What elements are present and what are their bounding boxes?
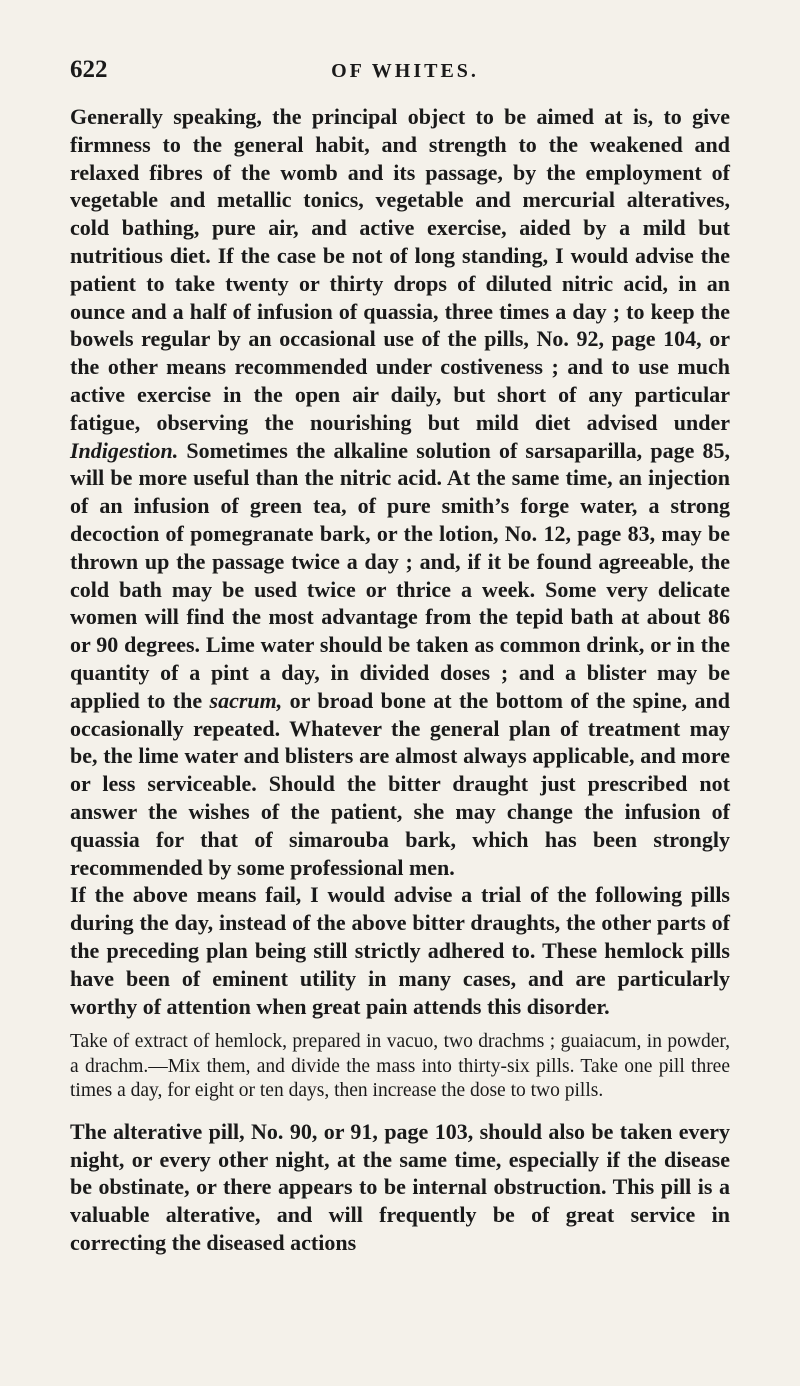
recipe-paragraph: Take of extract of hemlock, prepared in vacuo, two drachms ; guaiacum, in powder, a drachm.—Mix them, and divide the mass into thirty-six pills. Take one pill three times a day, for eight or ten days, then increase the dose to two pills. [70,1031,730,1102]
running-head: OF WHITES. [331,60,479,82]
page-header [70,56,730,86]
paragraph-1-text-c: or broad bone at the bottom of the spine, and occasionally repeated. Whatever the general plan of treatment may be, the lime water and blisters are almost always applicable, and more or less serviceable. Should the bitter draught just prescribed not answer the wishes of the patient, she may change the infusion of quassia for that of simarouba bark, which has been strongly recommended by some professional men. [70,687,730,880]
paragraph-1-italic-sacrum: sacrum, [209,687,283,713]
paragraph-3: The alterative pill, No. 90, or 91, page 103, should also be taken every night, or every other night, at the same time, especially if the disease be obstinate, or there appears to be internal obstruction. This pill is a valuable alterative, and will frequently be of great service in correcting the diseased actions [70,1118,730,1255]
body-text [70,103,730,1257]
paragraph-1-italic-indigestion: Indigestion. [70,437,179,463]
page-number: 622 [70,56,108,83]
paragraph-1 [70,103,730,881]
paragraph-1-text-b: Sometimes the alkaline solution of sarsaparilla, page 85, will be more useful than the nitric acid. At the same time, an injection of an infusion of green tea, of pure smith’s forge water, a strong decoction of pomegranate bark, or the lotion, No. 12, page 83, may be thrown up the passage twice a day ; and, if it be found agreeable, the cold bath may be used twice or thrice a week. Some very delicate women will find the most advantage from the tepid bath at about 86 or 90 degrees. Lime water should be taken as common drink, or in the quantity of a pint a day, in divided doses ; and a blister may be applied to the [70,437,730,713]
paragraph-2: If the above means fail, I would advise a trial of the following pills during the day, instead of the above bitter draughts, the other parts of the preceding plan being still strictly adhered to. These hemlock pills have been of eminent utility in many cases, and are particularly worthy of attention when great pain attends this disorder. [70,882,730,1019]
paragraph-1-text-a: Generally speaking, the principal object to be aimed at is, to give firmness to the general habit, and strength to the weakened and relaxed fibres of the womb and its passage, by the employment of vegetable and metallic tonics, vegetable and mercurial alteratives, cold bathing, pure air, and active exercise, aided by a mild but nutritious diet. If the case be not of long standing, I would advise the patient to take twenty or thirty drops of diluted nitric acid, in an ounce and a half of infusion of quassia, three times a day ; to keep the bowels regular by an occasional use of the pills, No. 92, page 104, or the other means recommended under costiveness ; and to use much active exercise in the open air daily, but short of any particular fatigue, observing the nourishing but mild diet advised under [70,104,730,435]
